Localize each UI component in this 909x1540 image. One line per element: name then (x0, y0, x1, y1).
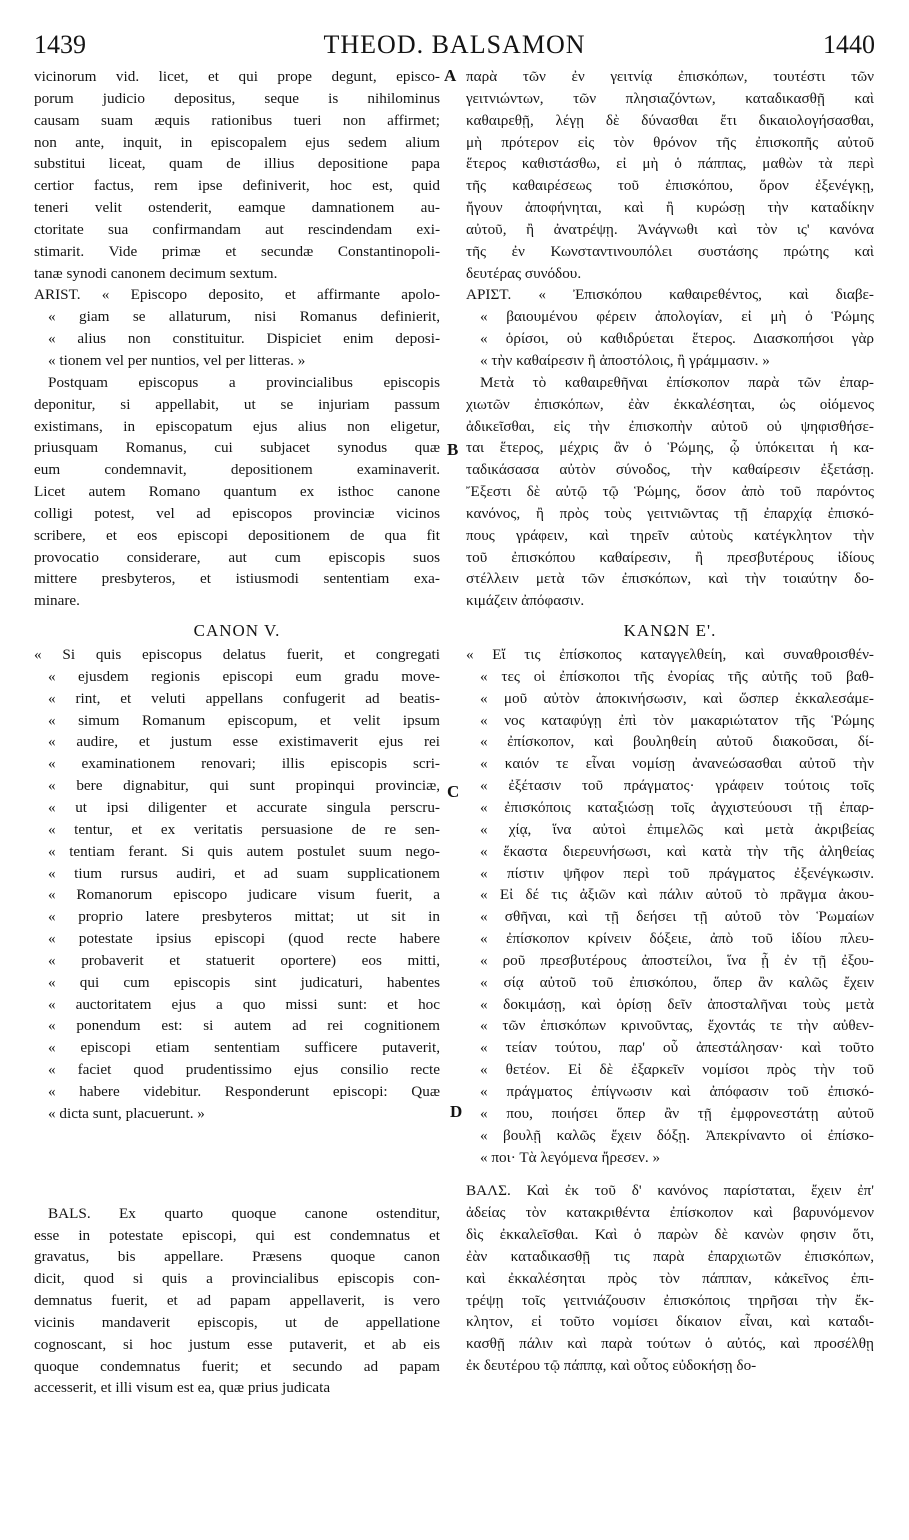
greek-balsamon-commentary-line: ΒΑΛΣ. Καὶ ἐκ τοῦ δ' κανόνος παρίσταται, ἔχειν ἐπ' (466, 1182, 874, 1200)
latin-balsamon-commentary-line: cognoscant, si hoc justum esse putaverit, et ab eis (34, 1335, 440, 1353)
latin-explanation-line: eum condemnavit, depositionem examinaverit. (34, 461, 440, 479)
margin-marker-a: A (444, 66, 457, 85)
latin-balsamon-commentary-line: accesserit, et illi visum est ea, quæ prius judicata (34, 1379, 331, 1397)
greek-canon-text-line: « Εἰ δέ τις ἀξιῶν καὶ πάλιν αὐτοῦ τὸ πρᾶγμα ἀκου- (480, 886, 874, 904)
greek-aristenus-note-line: « βαιουμένου φέρειν ἀπολογίαν, εἰ μὴ ὁ Ῥώμης (480, 308, 874, 326)
greek-balsamon-commentary-line: δὶς ἐκκαλεῖσθαι. Καὶ ὁ παρὼν δὲ κανὼν φησιν ὅτι, (466, 1226, 874, 1244)
latin-canon-text-line: « audire, et justum esse existimaverit ejus rei (48, 733, 440, 751)
latin-commentary-line: substitui liceat, quam de illius depositione papa (34, 155, 440, 173)
latin-aristenus-note-line: ARIST. « Episcopo deposito, et affirmante apolo- (34, 286, 440, 304)
greek-aristenus-note-line: « ὁρίσοι, οὐ καθιδρύεται ἕτερος. Διασκοπήσοι γὰρ (480, 330, 874, 348)
latin-canon-text-line: « examinationem renovari; illis episcopis scri- (48, 755, 440, 773)
greek-explanation-line: στέλλειν μετὰ τῶν ἐπισκόπων, καὶ τὴν τοιαύτην δο- (466, 570, 874, 588)
latin-canon-text-line: « Si quis episcopus delatus fuerit, et congregati (34, 646, 440, 664)
greek-balsamon-commentary-line: κασθῇ πάλιν καὶ παρὰ τούτων ὁ αὐτός, καὶ προσέλθῃ (466, 1335, 874, 1353)
greek-column (466, 66, 874, 1377)
latin-explanation-line: scribere, et eos episcopi depositionem de qua fit (34, 526, 440, 544)
greek-balsamon-commentary-line: ἐὰν καταδικασθῇ τις παρὰ ἐπαρχιωτῶν ἐπισκόπων, (466, 1247, 874, 1265)
latin-canon-text-line: « simum Romanum episcopum, et velit ipsum (48, 711, 440, 729)
greek-commentary-line: ἕτερος καθιστάσθω, εἰ μὴ ὁ πάππας, μαθὼν τὰ περὶ (466, 155, 874, 173)
latin-canon-text-line: « bere dignabitur, qui sunt propinqui provinciæ, (48, 777, 440, 795)
latin-canon-text-line: « rint, et veluti appellans confugerit ad beatis- (48, 689, 440, 707)
greek-aristenus-note (466, 284, 874, 371)
latin-explanation-line: provocatio considerare, aut cum episcopis suos (34, 548, 440, 566)
latin-explanation-line: colligi potest, vel ad episcopos provinciæ vicinos (34, 504, 440, 522)
latin-commentary (34, 66, 440, 284)
latin-commentary-line: porum judicio depositus, seque is nihilominus (34, 89, 440, 107)
greek-explanation-line: ται ἕτερος, μέχρις ἂν ὁ Ῥώμης, ᾧ ὑπόκειται ἡ κα- (466, 439, 874, 457)
greek-commentary-line: δευτέρας συνόδου. (466, 264, 582, 282)
latin-commentary-line: certior factus, rem ipse definiverit, hoc est, quid (34, 177, 440, 195)
page-number-left: 1439 (34, 30, 86, 59)
latin-commentary-line: vicinorum vid. licet, et qui prope degunt, episco- (34, 68, 440, 85)
margin-marker-d: D (450, 1102, 463, 1121)
latin-balsamon-commentary (34, 1203, 440, 1400)
latin-explanation-line: deponitur, si appellabit, ut se injuriam passum (34, 395, 440, 413)
greek-balsamon-commentary-line: κλητον, εἰ τοῦτο νομίσει δίκαιον εἶναι, καὶ καταδι- (466, 1313, 874, 1331)
greek-canon-text-line: « πράγματος ἐπίγνωσιν καὶ ἀπόφασιν τοῦ ἐπισκό- (480, 1082, 874, 1100)
latin-canon-text-line: « ut ipsi diligenter et accurate singula perscru- (48, 799, 440, 816)
latin-balsamon-commentary-line: vicinis mandaverit episcopis, ut de appellatione (34, 1313, 440, 1331)
greek-canon-text-line: « πίστιν ψῆφον περὶ τοῦ πράγματος ἐξενέγκωσιν. (480, 864, 874, 882)
greek-commentary-line: γειτνιώντων, τῶν πλησιαζόντων, καταδικασθῇ καὶ (466, 89, 874, 107)
latin-canon-text-line: « ponendum est: si autem ad rei cognitionem (48, 1017, 440, 1035)
latin-canon-text-line: « potestate ipsius episcopi (quod recte habere (48, 930, 440, 948)
greek-commentary-line: τῆς ἐν Κωνσταντινουπόλει συστάσης πρώτης καὶ (466, 242, 874, 260)
greek-explanation (466, 372, 874, 612)
latin-canon-text-line: « ejusdem regionis episcopi eum gradu move- (48, 667, 440, 685)
latin-explanation-line: existimans, in episcopatum ejus alius non eligetur, (34, 417, 440, 435)
latin-explanation (34, 372, 440, 612)
greek-canon-text-line: « ἐπίσκοπον κρίνειν δόξειε, ἀπὸ τοῦ ἰδίου πλευ- (480, 930, 874, 948)
latin-canon-text-line: « Romanorum episcopo judicare visum fuerit, a (48, 886, 440, 904)
greek-canon-text-line: « σθῆναι, καὶ τῇ δεήσει τῇ αὐτοῦ τὸν Ῥωμαίων (480, 908, 874, 926)
latin-canon-text-line: « tentiam ferant. Si quis autem postulet suum nego- (48, 842, 440, 860)
greek-explanation-line: τοῦ ἐπισκόπου καθαίρεσιν, ἢ πρεσβυτέρους ἰδίους (466, 548, 874, 566)
greek-canon-text-line: « νος καταφύγῃ ἐπὶ τὸν μακαριώτατον τῆς Ῥώμης (480, 711, 874, 729)
latin-commentary-line: stimarit. Vide primæ et secundæ Constantinopoli- (34, 242, 440, 260)
greek-commentary-line: καθαιρεθῇ, λέγῃ δὲ δύνασθαι ἔτι δικαιολογήσασθαι, (466, 111, 874, 129)
latin-explanation-line: Licet autem Romano quantum ex isthoc canone (34, 483, 440, 501)
latin-explanation-line: mittere presbyteros, et istiusmodi sententiam exa- (34, 570, 440, 588)
greek-explanation-line: κανόνος, ἢ πρὸς τοὺς γειτνιῶντας τῇ ἐπαρχίᾳ ἐπισκό- (466, 504, 874, 522)
latin-canon-text-line: « proprio latere presbyteros mittat; ut sit in (48, 908, 440, 926)
greek-canon-text-line: « ἐπισκόποις καταξιώσῃ τοῖς ἀγχιστεύουσι τῇ ἐπαρ- (480, 799, 874, 816)
greek-explanation-line: χιωτῶν ἐπισκόπων, ἐὰν ἐκκαλέσηται, ὡς οἰόμενος (466, 395, 874, 413)
latin-commentary-line: ctoritate sua confirmandam aut rescindendam exi- (34, 220, 440, 238)
greek-explanation-line: Μετὰ τὸ καθαιρεθῆναι ἐπίσκοπον παρὰ τῶν ἐπαρ- (480, 373, 874, 391)
greek-balsamon-commentary-line: καὶ ἐκκαλέσηται πρὸς τὸν πάππαν, κἀκεῖνος ἐπι- (466, 1269, 874, 1287)
greek-explanation-line: πους γράφειν, καὶ τηρεῖν αὐτοὺς κατέγκλητον τὴν (466, 526, 874, 544)
greek-canon-text-line: « καιόν τε εἶναι νομίσῃ ἀνανεώσασθαι αὐτοῦ τὴν (480, 755, 874, 773)
greek-canon-text (466, 644, 874, 1168)
latin-aristenus-note-line: « giam se allaturum, nisi Romanus definierit, (48, 308, 440, 326)
greek-canon-text-line: « ἕκαστα διερευνήσωσι, καὶ κατὰ τὴν τῆς ἀληθείας (480, 842, 874, 860)
margin-marker-c: C (447, 782, 460, 801)
greek-explanation-line: ἀδικεῖσθαι, εἰς τὴν ἐπισκοπὴν αὐτοῦ οὐ ψηφισθήσε- (466, 417, 874, 435)
greek-canon-text-line: « χίᾳ, ἵνα αὐτοὶ ἐπιμελῶς καὶ μετὰ ἀκριβείας (480, 820, 874, 838)
latin-canon-text-line: « habere videbitur. Responderunt episcopi: Quæ (48, 1082, 440, 1100)
latin-canon-text-line: « probaverit et statuerit oportere) eos mitti, (48, 951, 440, 969)
greek-commentary-line: αὐτοῦ, ἢ ἀνατρέψῃ. Ἀνάγνωθι καὶ τὸν ις' κανόνα (466, 220, 874, 238)
page-number-right: 1440 (823, 30, 875, 59)
greek-explanation-line: κιμάζειν ἀπόφασιν. (466, 592, 585, 610)
latin-canon-text (34, 644, 440, 1125)
greek-commentary-line: ἤγουν ἀποφήνηται, καὶ ἢ κυρώσῃ τὴν καταδίκην (466, 199, 874, 217)
latin-explanation-line: minare. (34, 592, 80, 610)
latin-canon-text-line: « tentur, et ex veritatis persuasione de re sen- (48, 820, 440, 838)
greek-canon-title: ΚΑΝΩΝ Ε'. (623, 621, 717, 641)
greek-explanation-line: ταδικάσασα αὐτὸν σύνοδος, τὴν καθαίρεσιν ἐξετάσῃ. (466, 461, 874, 479)
latin-canon-text-line: « faciet quod prudentissimo ejus consilio recte (48, 1061, 440, 1079)
latin-canon-text-line: « dicta sunt, placuerunt. » (48, 1104, 205, 1122)
greek-aristenus-note-line: « τὴν καθαίρεσιν ἢ ἀποστόλοις, ἢ γράμμασιν. » (480, 351, 770, 369)
greek-canon-text-line: « ποι· Τὰ λεγόμενα ἤρεσεν. » (480, 1148, 661, 1166)
latin-commentary-line: teneri velit ostenderit, eamque damnationem au- (34, 199, 440, 217)
greek-canon-text-line: « ἐπίσκοπον, καὶ βουληθείη αὐτοῦ διακοῦσαι, δί- (480, 733, 874, 751)
greek-balsamon-commentary-line: ἐκ δευτέρου τῷ πάππᾳ, καὶ οὗτος εὐδοκήσῃ δο- (466, 1357, 757, 1375)
greek-canon-text-line: « τες οἱ ἐπίσκοποι τῆς ἐνορίας τῆς αὐτῆς τοῦ βαθ- (480, 667, 874, 685)
greek-canon-text-line: « μοῦ αὐτὸν ἀποκινήσωσιν, καὶ ὥσπερ ἐκκαλεσάμε- (480, 689, 874, 707)
greek-canon-text-line: « βουλῇ καλῶς ἔχειν δόξῃ. Ἀπεκρίναντο οἱ ἐπίσκο- (480, 1126, 874, 1144)
greek-canon-text-line: « δοκιμάσῃ, καὶ ὁρίσῃ δεῖν ἀποσταλῆναι τοὺς μετὰ (480, 995, 874, 1013)
latin-aristenus-note (34, 284, 440, 371)
greek-commentary-line: τῆς καθαιρέσεως τοῦ ἐπισκόπου, ὅρον ἐξενέγκῃ, (466, 177, 874, 195)
latin-canon-text-line: « episcopi etiam sententiam sufficere putaverit, (48, 1039, 440, 1057)
latin-commentary-line: non ante, inquit, in episcopalem ejus sedem alium (34, 133, 440, 151)
latin-column (34, 66, 440, 1399)
greek-canon-text-line: « ροῦ πρεσβυτέρους ἀποστείλοι, ἵνα ᾖ ἐν τῇ ἐξου- (480, 951, 874, 969)
greek-canon-text-line: « θετέον. Εἰ δὲ ἐξαρκεῖν νομίσοι πρὸς τὴν τοῦ (480, 1061, 874, 1079)
latin-balsamon-commentary-line: quoque condemnatus fuerit; et secundo ad papam (34, 1357, 440, 1375)
greek-explanation-line: Ἔξεστι δὲ αὐτῷ τῷ Ῥώμης, ὅσον ἀπὸ τοῦ παρόντος (466, 483, 874, 501)
latin-commentary-line: tanæ synodi canonem decimum sextum. (34, 264, 278, 282)
greek-canon-text-line: « που, ποιήσει ὅπερ ἂν τῇ ἐμφρονεστάτῃ αὐτοῦ (480, 1104, 874, 1122)
greek-commentary-line: μὴ πρότερον εἰς τὸν θρόνον τῆς ἐπισκοπῆς αὐτοῦ (466, 133, 874, 151)
greek-canon-text-line: « ἐξέτασιν τοῦ πράγματος· γράφειν τούτοις τοῖς (480, 777, 874, 795)
greek-canon-text-line: « τῶν ἐπισκόπων κρινοῦντας, ἔχοντάς τε τὴν αὐθεν- (480, 1017, 874, 1035)
latin-canon-text-line: « tium rursus audiri, et ad suam supplicationem (48, 864, 440, 882)
greek-canon-text-line: « Εἴ τις ἐπίσκοπος καταγγελθείη, καὶ συναθροισθέν- (466, 646, 874, 664)
latin-balsamon-commentary-line: BALS. Ex quarto quoque canone ostenditur, (48, 1204, 440, 1222)
greek-aristenus-note-line: ΑΡΙΣΤ. « Ἐπισκόπου καθαιρεθέντος, καὶ διαβε- (466, 286, 874, 304)
latin-canon-title: CANON V. (193, 621, 281, 641)
margin-marker-b: B (447, 440, 459, 459)
greek-balsamon-commentary-line: τρέψῃ τοῖς γειτνιάζουσιν ἐπισκόποις τηρῆσαι τὴν ἔκ- (466, 1291, 874, 1309)
running-title: THEOD. BALSAMON (323, 30, 586, 59)
page-header (0, 30, 909, 64)
latin-canon-text-line: « auctoritatem ejus a quo missi sunt: et hoc (48, 995, 440, 1013)
greek-balsamon-commentary (466, 1180, 874, 1377)
latin-explanation-line: Postquam episcopus a provincialibus episcopis (48, 373, 440, 391)
latin-commentary-line: causam suam æquis rationibus tueri non affirmet; (34, 111, 440, 129)
latin-aristenus-note-line: « alius non constituitur. Dispiciet enim deposi- (48, 330, 440, 348)
latin-balsamon-commentary-line: esse in potestate episcopi, qui est condemnatus et (34, 1226, 440, 1244)
latin-balsamon-commentary-line: demnatus fuerit, et ad papam appellaverit, is vero (34, 1292, 440, 1310)
greek-canon-text-line: « τείαν τούτου, παρ' οὗ ἀπεστάλησαν· καὶ τοῦτο (480, 1039, 874, 1057)
greek-canon-text-line: « σίᾳ αὐτοῦ τοῦ ἐπισκόπου, ὅπερ ἂν καλῶς ἔχειν (480, 973, 874, 991)
greek-commentary (466, 66, 874, 284)
latin-balsamon-commentary-line: dicit, quod si quis a provincialibus episcopis con- (34, 1270, 440, 1288)
greek-balsamon-commentary-line: ἀδείας τὸν κατακριθέντα ἐπίσκοπον καὶ βαρυνόμενον (466, 1204, 874, 1222)
latin-balsamon-commentary-line: gravatus, bis appellare. Præsens quoque canon (34, 1248, 440, 1266)
latin-aristenus-note-line: « tionem vel per nuntios, vel per litteras. » (48, 351, 306, 369)
latin-explanation-line: priusquam Romanus, cui subjacet synodus quæ (34, 439, 440, 457)
latin-canon-text-line: « qui cum episcopis sint judicaturi, habentes (48, 973, 440, 991)
greek-commentary-line: παρὰ τῶν ἐν γειτνίᾳ ἐπισκόπων, τουτέστι τῶν (466, 68, 874, 85)
